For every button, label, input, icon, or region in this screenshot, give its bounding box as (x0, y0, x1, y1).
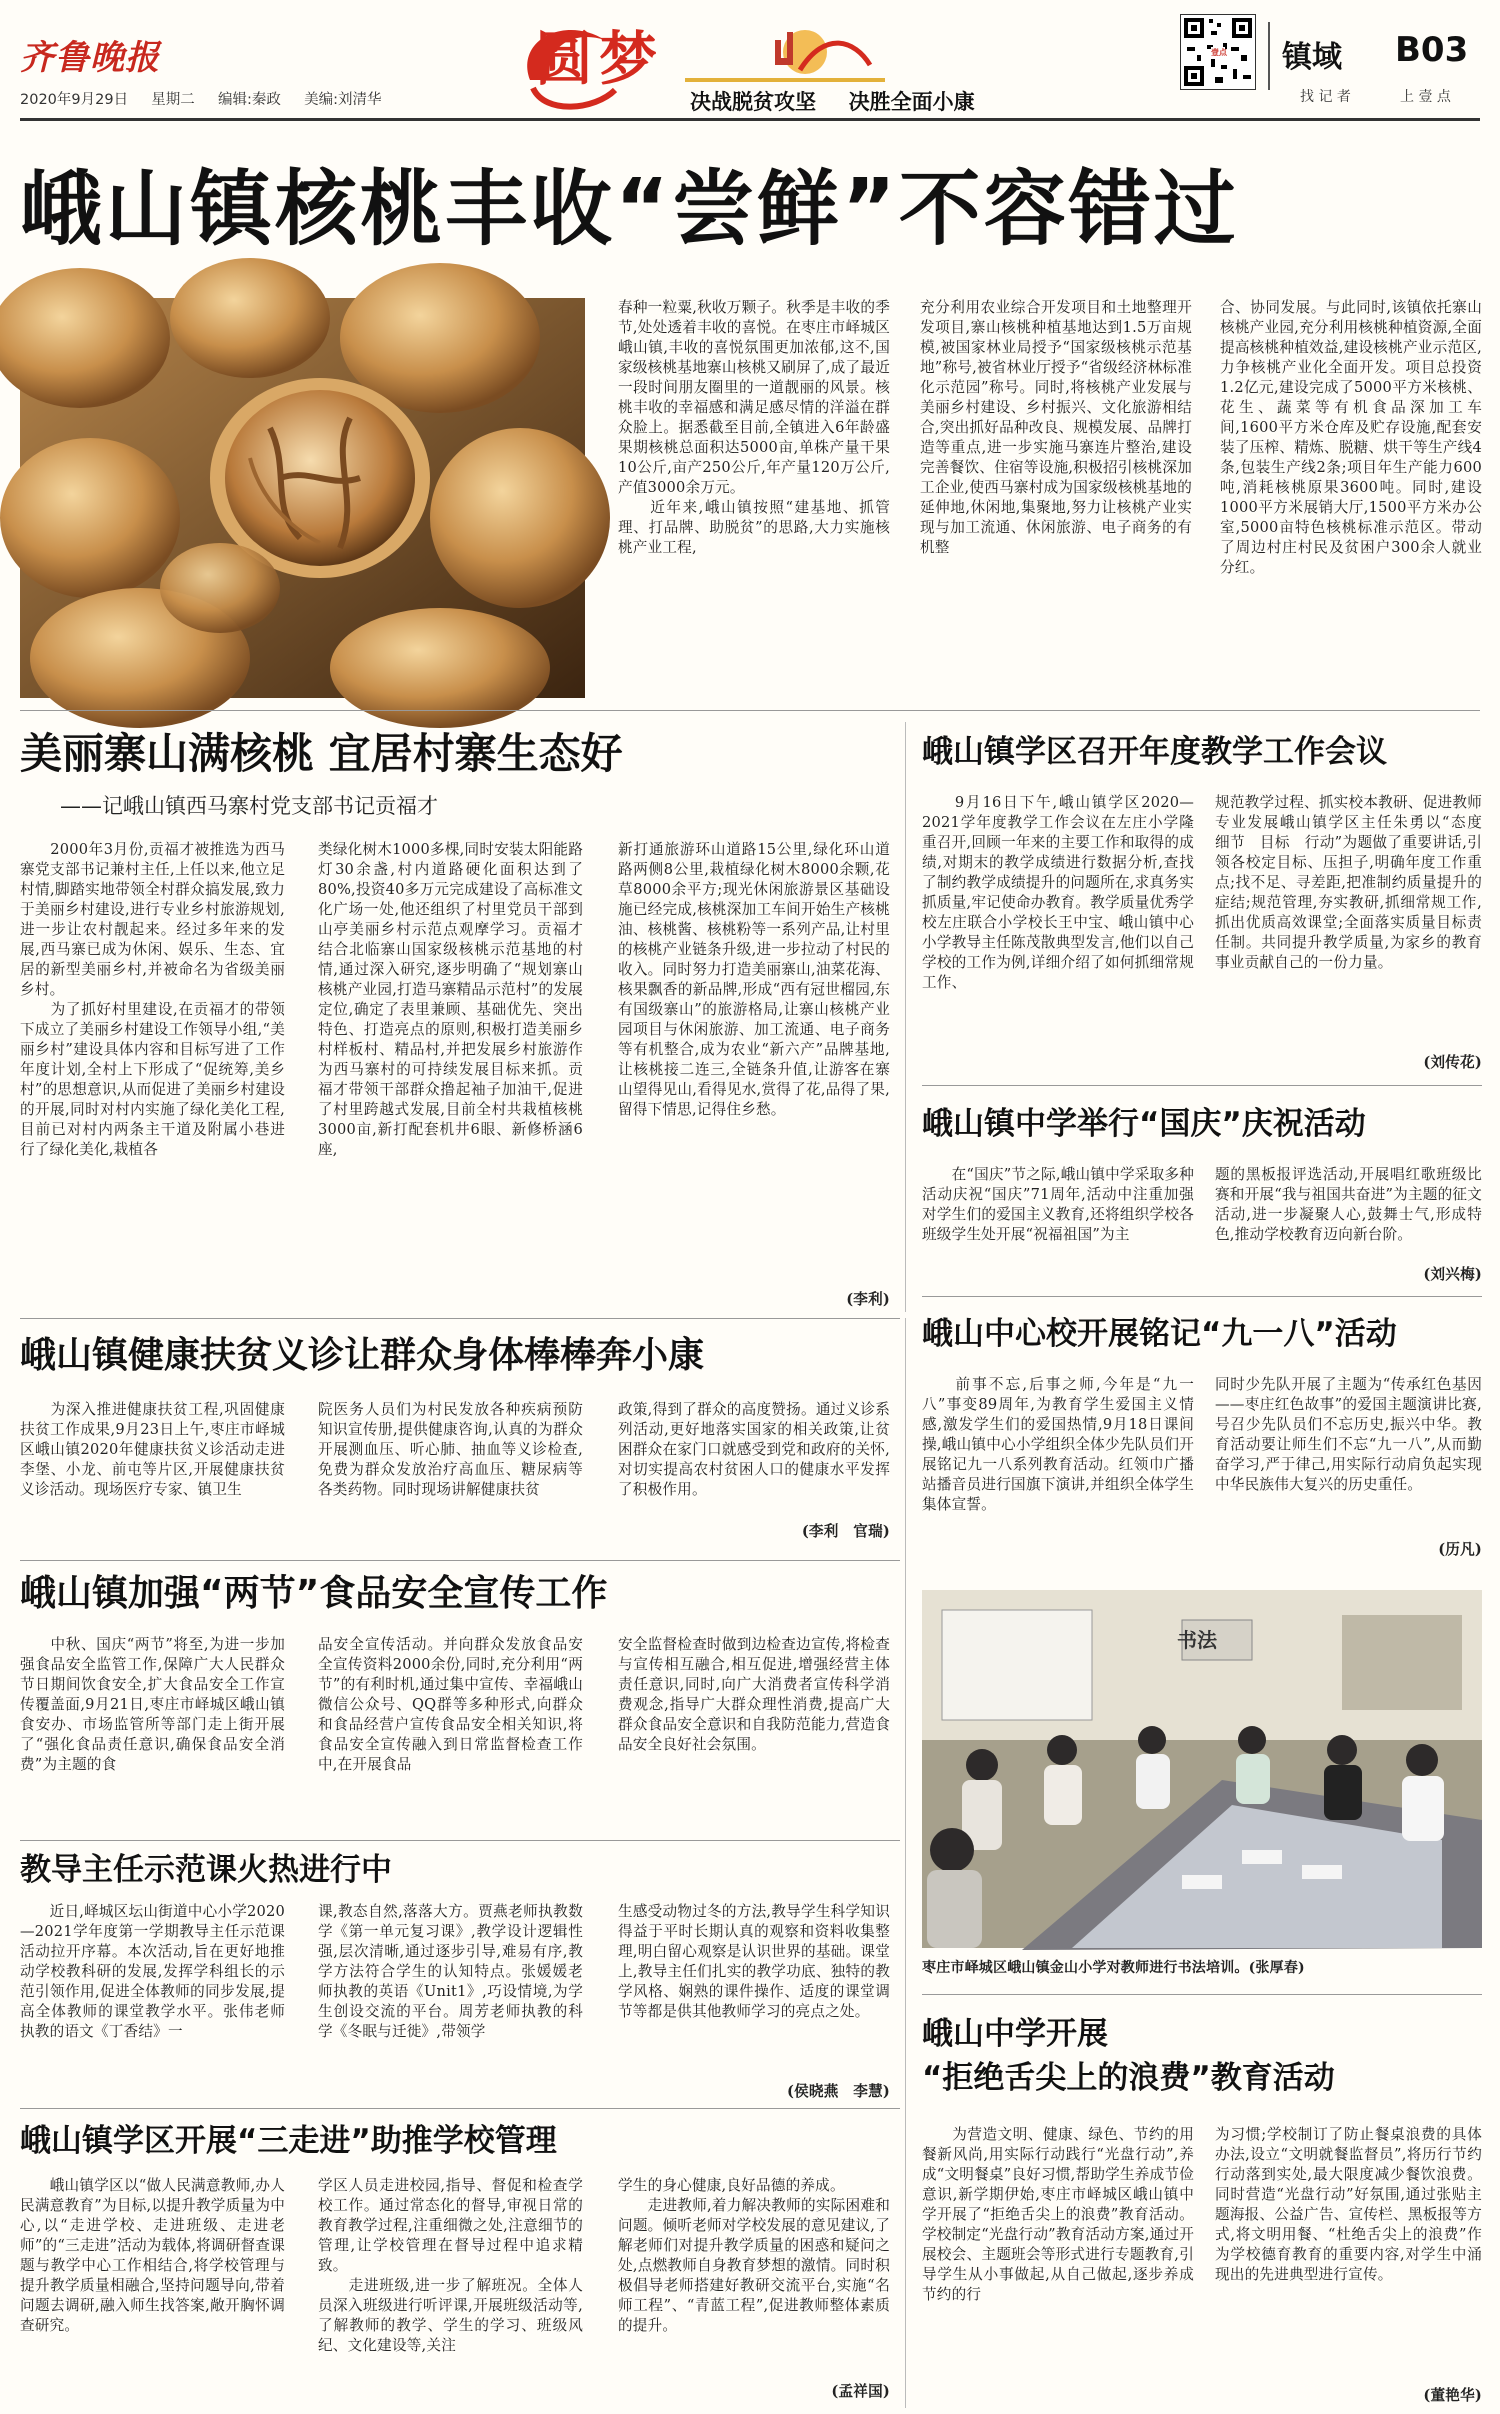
demo-class-col-3: 生感受动物过冬的方法,教导学生科学知识得益于平时长期认真的观察和资料收集整理,明白留心观察是认识世界的基础。课堂上,教导主任们扎实的教学功底、独特的教学风格、娴熟的课件操作、适度的课堂调节等都是供其他教师学习的亮点之处。 (618, 1903, 890, 2020)
food-col-3: 安全监督检查时做到边检查边宣传,将检查与宣传相互融合,相互促进,增强经营主体责任意识,同时,向广大消费者宣传科学消费观念,指导广大群众理性消费,提高广大群众食品安全意识和自我防范能力,营造食品安全良好社会氛围。 (618, 1636, 890, 1753)
waste-col-2: 为习惯;学校制订了防止餐桌浪费的具体办法,设立“文明就餐监督员”,将历行节约行动落到实处,最大限度减少餐饮浪费。同时营造“光盘行动”好氛围,通过张贴主题海报、公益广告、宣传栏、黑板报等方式,将文明用餐、“杜绝舌尖上的浪费”作为学校德育教育的重要内容,对学生中涌现出的先进典型进行宣传。 (1215, 2126, 1482, 2283)
editor-credit: 编辑:秦政 (218, 92, 281, 108)
photo-board-text: 书法 (1177, 1628, 1217, 1652)
health-headline: 峨山镇健康扶贫义诊让群众身体棒棒奔小康 (20, 1335, 705, 1376)
health-col-3: 政策,得到了群众的高度赞扬。通过义诊系列活动,更好地落实国家的相关政策,让贫困群众在家门口就感受到党和政府的关怀,对切实提高农村贫困人口的健康水平发挥了积极作用。 (618, 1401, 890, 1498)
three-go-credit: (孟祥国) (831, 2383, 890, 2400)
feature-credit: (李利) (846, 1291, 890, 1308)
national-day-col-1: 在“国庆”节之际,峨山镇中学采取多种活动庆祝“国庆”71周年,活动中注重加强对学生们的爱国主义教育,还将组织学校各班级学生处开展“祝福祖国”为主 (922, 1166, 1194, 1243)
sept18-headline: 峨山中心校开展铭记“九一八”活动 (922, 1316, 1397, 1352)
waste-headline-2: “拒绝舌尖上的浪费”教育活动 (922, 2060, 1335, 2096)
edu-meeting-col-1: 9月16日下午,峨山镇学区2020—2021学年度教学工作会议在左庄小学隆重召开,回顾一年来的主要工作和取得的成绩,对期末的教学成绩进行数据分析,查找了制约教学成绩提升的问题所在,求真务实抓质量,牢记使命办教育。教学质量优秀学校左庄联合小学校长王中宝、峨山镇中心小学教导主任陈茂散典型发言,他们以自己学校的工作为例,详细介绍了如何抓细常规工作、 (922, 794, 1194, 991)
three-go-col-3: 学生的身心健康,良好品德的养成。 走进教师,着力解决教师的实际困难和问题。倾听老师对学校发展的意见建议,了解老师们对提升教学质量的困惑和疑问之处,点燃教师自身教育梦想的激情。同时积极倡导老师搭建好教研交流平台,实施“名师工程”、“青蓝工程”,促进教师整体素质的提升。 (618, 2177, 890, 2334)
issue-date: 2020年9月29日 (20, 92, 129, 108)
feature-col-1: 2000年3月份,贡福才被推选为西马寨党支部书记兼村主任,上任以来,他立足村情,脚踏实地带领全村群众搞发展,致力于美丽乡村建设,进行专业乡村旅游规划,进一步让农村靓起来。经过多年来的发展,西马寨已成为休闲、娱乐、生态、宜居的新型美丽乡村,并被命名为省级美丽乡村。 为了抓好村里建设,在贡福才的带领下成立了美丽乡村建设工作领导小组,“美丽乡村”建设具体内容和目标写进了工作年度计划,全村上下形成了“促统筹,美乡村”的思想意识,从而促进了美丽乡村建设的开展,同时对村内实施了绿化美化工程,目前已对村内两条主干道及附属小巷进行了绿化美化,栽植各 (20, 841, 285, 1158)
sept18-col-1: 前事不忘,后事之师,今年是“九一八”事变89周年,为教育学生爱国主义情感,激发学生们的爱国热情,9月18日课间操,峨山镇中心小学组织全体少先队员们开展铭记九一八系列教育活动。红领巾广播站播音员进行国旗下演讲,并组织全体学生集体宣誓。 (922, 1376, 1194, 1513)
food-col-1: 中秋、国庆“两节”将至,为进一步加强食品安全监管工作,保障广大人民群众节日期间饮食安全,扩大食品安全工作宣传覆盖面,9月21日,枣庄市峄城区峨山镇食安办、市场监管所等部门走上街开展了“强化食品责任意识,确保食品安全消费”为主题的食 (20, 1636, 285, 1773)
lead-col-3: 合、协同发展。与此同时,该镇依托寨山核桃产业园,充分利用核桃种植资源,全面提高核桃种植效益,建设核桃产业示范区,力争核桃产业化全面开发。项目总投资1.2亿元,建设完成了5000平方米核桃、花生、蔬菜等有机食品深加工车间,1600平方米仓库及贮存设施,配套安装了压榨、精炼、脱糖、烘干等生产线4条,包装生产线2条;项目年生产能力600吨,消耗核桃原果3600吨。同时,建设1000平方米展销大厅,1500平方米办公室,5000亩特色核桃标准示范区。带动了周边村庄村民及贫困户300余人就业分红。 (1220, 299, 1482, 576)
photo-caption: 枣庄市峄城区峨山镇金山小学对教师进行书法培训。(张厚春) (922, 1960, 1305, 1976)
feature-subhead: ——记峨山镇西马寨村党支部书记贡福才 (60, 794, 438, 818)
health-col-2: 院医务人员们为村民发放各种疾病预防知识宣传册,提供健康咨询,认真的为群众开展测血压、听心肺、抽血等义诊检查,免费为群众发放治疗高血压、糖尿病等各类药物。同时现场讲解健康扶贫 (318, 1401, 583, 1498)
section-name: 镇域 (1282, 40, 1342, 75)
national-day-col-2: 题的黑板报评选活动,开展唱红歌班级比赛和开展“我与祖国共奋进”为主题的征文活动,进一步凝聚人心,鼓舞士气,形成特色,推动学校教育迈向新台阶。 (1215, 1166, 1482, 1243)
feature-col-3: 新打通旅游环山道路15公里,绿化环山道路两侧8公里,栽植绿化树木8000余颗,花草8000余平方;现光休闲旅游景区基础设施已经完成,核桃深加工车间开始生产核桃油、核桃酱、核桃粉等一系列产品,让村里的核桃产业链条升级,进一步拉动了村民的收入。同时努力打造美丽寨山,油菜花海、核果飘香的新品牌,形成“西有冠世榴园,东有国级寨山”的旅游格局,让寨山核桃产业园项目与休闲旅游、加工流通、电子商务等有机整合,成为农业“新六产”品牌基地,让核桃接二连三,全链条升值,让游客在寨山望得见山,看得见水,赏得了花,品得了果,留得下情思,记得住乡愁。 (618, 841, 890, 1118)
three-go-col-1: 峨山镇学区以“做人民满意教师,办人民满意教育”为目标,以提升教学质量为中心,以“走进学校、走进班级、走进老师”的“三走进”活动为载体,将调研督查课题与教学中心工作相结合,将学校管理与提升教学质量相融合,坚持问题导向,带着问题去调研,融入师生找答案,敞开胸怀调查研究。 (20, 2177, 285, 2334)
issue-weekday: 星期二 (151, 92, 195, 108)
logo-text: 圆梦 (535, 25, 664, 93)
edu-meeting-credit: (刘传花) (1423, 1054, 1482, 1071)
waste-headline-1: 峨山中学开展 (922, 2016, 1108, 2052)
walnut-image (20, 298, 585, 698)
three-go-col-2: 学区人员走进校园,指导、督促和检查学校工作。通过常态化的督导,审视日常的教育教学过程,注重细微之处,注意细节的管理,让学校管理在督导过程中追求精致。 走进班级,进一步了解班况。全体人员深入班级进行听评课,开展班级活动等,了解教师的教学、学生的学习、班级风纪、文化建设等,关注 (318, 2177, 583, 2354)
slogan (690, 86, 975, 116)
health-credit: (李利 官瑞) (801, 1523, 890, 1540)
national-day-credit: (刘兴梅) (1423, 1266, 1482, 1283)
sept18-col-2: 同时少先队开展了主题为“传承红色基因——枣庄红色故事”的爱国主题演讲比赛,号召少先队员们不忘历史,振兴中华。教育活动要让师生们不忘“九一八”,从而勤奋学习,严于律己,用实际行动肩负起实现中华民族伟大复兴的历史重任。 (1215, 1376, 1482, 1493)
reporter-action: 上 壹 点 (1400, 89, 1451, 105)
masthead (0, 0, 1500, 120)
paper-name: 齐鲁晚报 (20, 38, 160, 78)
waste-credit: (董艳华) (1423, 2387, 1482, 2404)
sept18-credit: (历凡) (1438, 1541, 1482, 1558)
walnut-photo (20, 298, 585, 698)
edu-meeting-col-2: 规范教学过程、抓实校本教研、促进教师专业发展峨山镇学区主任朱勇以“态度 细节 目标 行动”为题做了重要讲话,引领各校定目标、压担子,明确年度工作重点;找不足、寻差距,把准制约质量提升的症结;规范管理,夯实教研,抓细常规工作,抓出优质高效课堂;全面落实质量目标责任制。共同提升教学质量,为家乡的教育事业贡献自己的一份力量。 (1215, 794, 1497, 971)
designer-credit: 美编:刘清华 (304, 92, 382, 108)
slogan-part-1: 决战脱贫攻坚 (690, 90, 816, 114)
yuanmeng-logo (475, 10, 975, 120)
demo-class-col-1: 近日,峄城区坛山街道中心小学2020—2021学年度第一学期教导主任示范课活动拉开序幕。本次活动,旨在更好地推动学校教科研的发展,发挥学科组长的示范引领作用,促进全体教师的同步发展,提高全体教师的课堂教学水平。张伟老师执教的语文《丁香结》一 (20, 1903, 285, 2040)
demo-class-col-2: 课,教态自然,落落大方。贾燕老师执教数学《第一单元复习课》,教学设计逻辑性强,层次清晰,通过逐步引导,难易有序,教学方法符合学生的认知特点。张媛媛老师执教的英语《Unit1》,巧设情境,为学生创设交流的平台。周芳老师执教的科学《冬眠与迁徙》,带领学 (318, 1903, 583, 2040)
reporter-label: 找 记 者 (1300, 89, 1351, 105)
feature-headline: 美丽寨山满核桃 宜居村寨生态好 (20, 729, 623, 778)
page-number: B03 (1395, 30, 1469, 70)
edu-meeting-headline: 峨山镇学区召开年度教学工作会议 (922, 734, 1387, 770)
food-col-2: 品安全宣传活动。并向群众发放食品安全宣传资料2000余份,同时,充分利用“两节”的有利时机,通过集中宣传、幸福峨山微信公众号、QQ群等多种形式,向群众和食品经营户宣传食品安全相关知识,将食品安全宣传融入到日常监督检查工作中,在开展食品 (318, 1636, 583, 1773)
lead-col-1: 春种一粒粟,秋收万颗子。秋季是丰收的季节,处处透着丰收的喜悦。在枣庄市峄城区峨山镇,丰收的喜悦氛围更加浓郁,这不,国家级核桃基地寨山核桃又刷屏了,成了最近一段时间朋友圈里的一道靓丽的风景。核桃丰收的幸福感和满足感尽情的洋溢在群众脸上。据悉截至目前,全镇进入6年龄盛果期核桃总面积达5000亩,单株产量干果10公斤,亩产250公斤,年产量120万公斤,产值3000余万元。 近年来,峨山镇按照“建基地、抓管理、打品牌、助脱贫”的思路,大力实施核桃产业工程, (618, 299, 890, 556)
feature-col-2: 类绿化树木1000多棵,同时安装太阳能路灯30余盏,村内道路硬化面积达到了80%,投资40多万元完成建设了高标准文化广场一处,他还组织了村里党员干部到山亭美丽乡村示范点观摩学习。贡福才结合北临寨山国家级核桃示范基地的村情,通过深入研究,逐步明确了“规划寨山核桃产业园,打造马寨精品示范村”的发展定位,确定了表里兼顾、基础优先、突出特色、打造亮点的原则,积极打造美丽乡村样板村、精品村,并把发展乡村旅游作为西马寨村的可持续发展目标来抓。贡福才带领干部群众撸起袖子加油干,促进了村里跨越式发展,目前全村共栽植核桃3000亩,新打配套机井6眼、新修桥涵6座, (318, 841, 583, 1158)
demo-class-headline: 教导主任示范课火热进行中 (20, 1852, 392, 1888)
three-go-headline: 峨山镇学区开展“三走进”助推学校管理 (20, 2123, 557, 2159)
qr-code[interactable] (1180, 14, 1256, 90)
demo-class-credit: (侯晓燕 李慧) (787, 2083, 890, 2100)
waste-col-1: 为营造文明、健康、绿色、节约的用餐新风尚,用实际行动践行“光盘行动”,养成“文明餐桌”良好习惯,帮助学生养成节俭意识,新学期伊始,枣庄市峄城区峨山镇中学开展了“拒绝舌尖上的浪费”教育活动。学校制定“光盘行动”教育活动方案,通过开展校会、主题班会等形式进行专题教育,引导学生从小事做起,从自己做起,逐步养成节约的行 (922, 2126, 1194, 2303)
lead-col-2: 充分利用农业综合开发项目和土地整理开发项目,寨山核桃种植基地达到1.5万亩规模,被国家林业局授予“国家级核桃示范基地”称号,被省林业厅授予“省级经济林标准化示范园”称号。同时,将核桃产业发展与美丽乡村建设、乡村振兴、文化旅游相结合,突出抓好品种改良、规模发展、品牌打造等重点,进一步实施马寨连片整治,建设完善餐饮、住宿等设施,积极招引核桃深加工企业,使西马寨村成为国家级核桃基地的延伸地,休闲地,集聚地,努力让核桃产业实现与加工流通、休闲旅游、电子商务的有机整 (920, 299, 1192, 556)
health-col-1: 为深入推进健康扶贫工程,巩固健康扶贫工作成果,9月23日上午,枣庄市峄城区峨山镇2020年健康扶贫义诊活动走进李堡、小龙、前屯等片区,开展健康扶贫义诊活动。现场医疗专家、镇卫生 (20, 1401, 285, 1498)
date-line (20, 88, 382, 109)
national-day-headline: 峨山镇中学举行“国庆”庆祝活动 (922, 1106, 1366, 1142)
qr-label: 壹点 (1211, 48, 1227, 57)
training-photo (922, 1590, 1482, 1948)
food-headline: 峨山镇加强“两节”食品安全宣传工作 (20, 1573, 608, 1614)
slogan-part-2: 决胜全面小康 (848, 90, 975, 114)
lead-headline: 峨山镇核桃丰收“尝鲜”不容错过 (20, 162, 1239, 257)
